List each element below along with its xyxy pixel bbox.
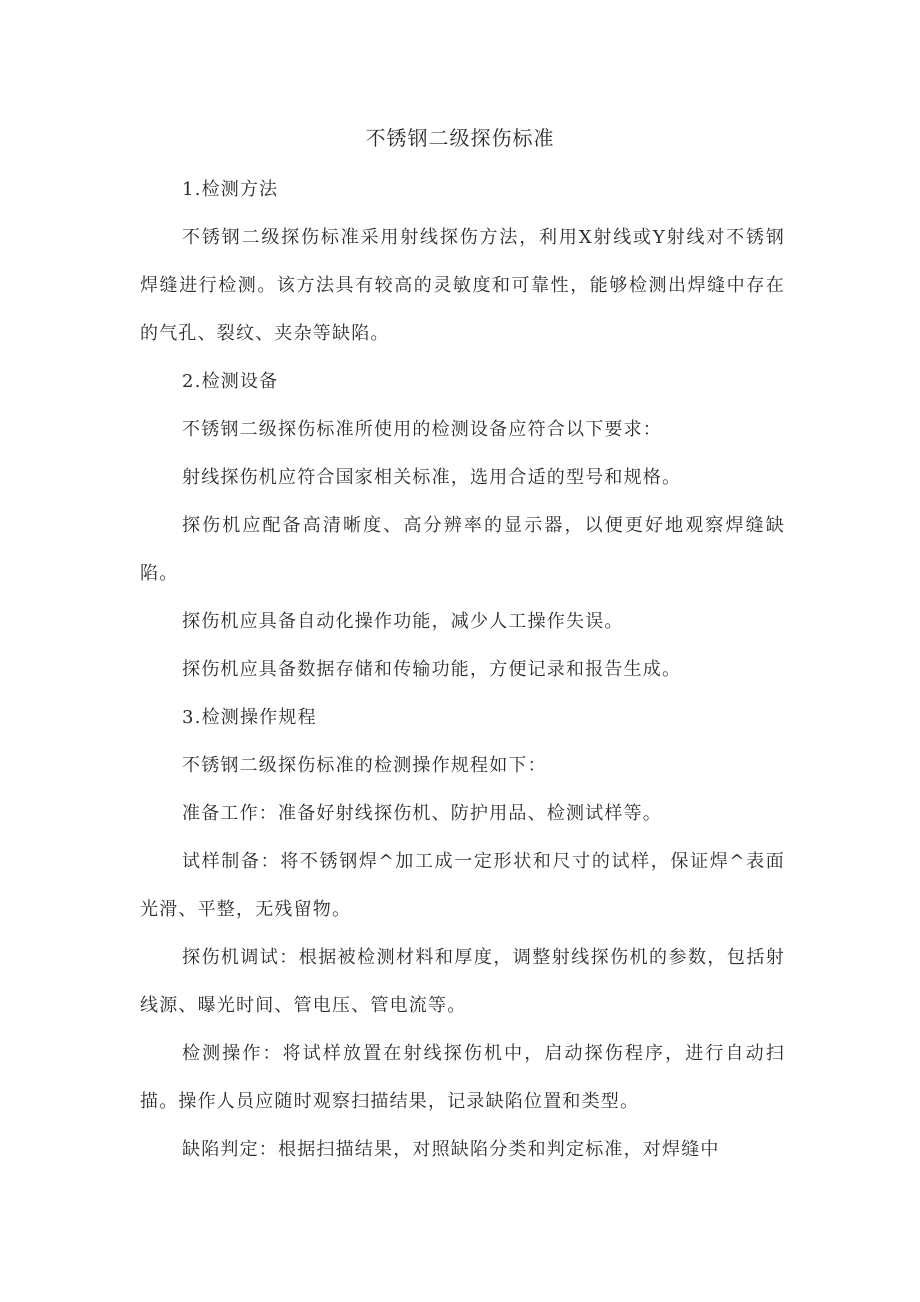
paragraph-equipment-storage: 探伤机应具备数据存储和传输功能，方便记录和报告生成。: [182, 659, 682, 680]
paragraph-method-description: 不锈钢二级探伤标准采用射线探伤方法，利用X射线或Y射线对不锈钢焊缝进行检测。该方法具有较高的灵敏度和可靠性，能够检测出焊缝中存在的气孔、裂纹、夹杂等缺陷。: [140, 227, 785, 344]
paragraph-procedure-calibration: 探伤机调试：根据被检测材料和厚度，调整射线探伤机的参数，包括射线源、曝光时间、管电压、管电流等。: [140, 947, 785, 1016]
paragraph-procedure-intro: 不锈钢二级探伤标准的检测操作规程如下：: [182, 755, 547, 776]
paragraph-equipment-intro: 不锈钢二级探伤标准所使用的检测设备应符合以下要求：: [182, 419, 662, 440]
paragraph-procedure-judgment: 缺陷判定：根据扫描结果，对照缺陷分类和判定标准，对焊缝中: [182, 1139, 720, 1160]
section-heading-procedure: 3.检测操作规程: [182, 707, 317, 728]
paragraph-procedure-preparation: 准备工作：准备好射线探伤机、防护用品、检测试样等。: [182, 803, 662, 824]
paragraph-equipment-automation: 探伤机应具备自动化操作功能，减少人工操作失误。: [182, 611, 624, 632]
document-title: 不锈钢二级探伤标准: [365, 126, 555, 150]
paragraph-procedure-inspection: 检测操作：将试样放置在射线探伤机中，启动探伤程序，进行自动扫描。操作人员应随时观察扫描结果，记录缺陷位置和类型。: [140, 1043, 785, 1112]
document-body: [140, 166, 785, 1174]
paragraph-equipment-display: 探伤机应配备高清晰度、高分辨率的显示器，以便更好地观察焊缝缺陷。: [140, 515, 785, 584]
paragraph-procedure-sample: 试样制备：将不锈钢焊^加工成一定形状和尺寸的试样，保证焊^表面光滑、平整，无残留物。: [140, 851, 785, 920]
section-heading-equipment: 2.检测设备: [182, 371, 279, 392]
paragraph-equipment-standard: 射线探伤机应符合国家相关标准，选用合适的型号和规格。: [182, 467, 682, 488]
section-heading-method: 1.检测方法: [182, 179, 279, 200]
